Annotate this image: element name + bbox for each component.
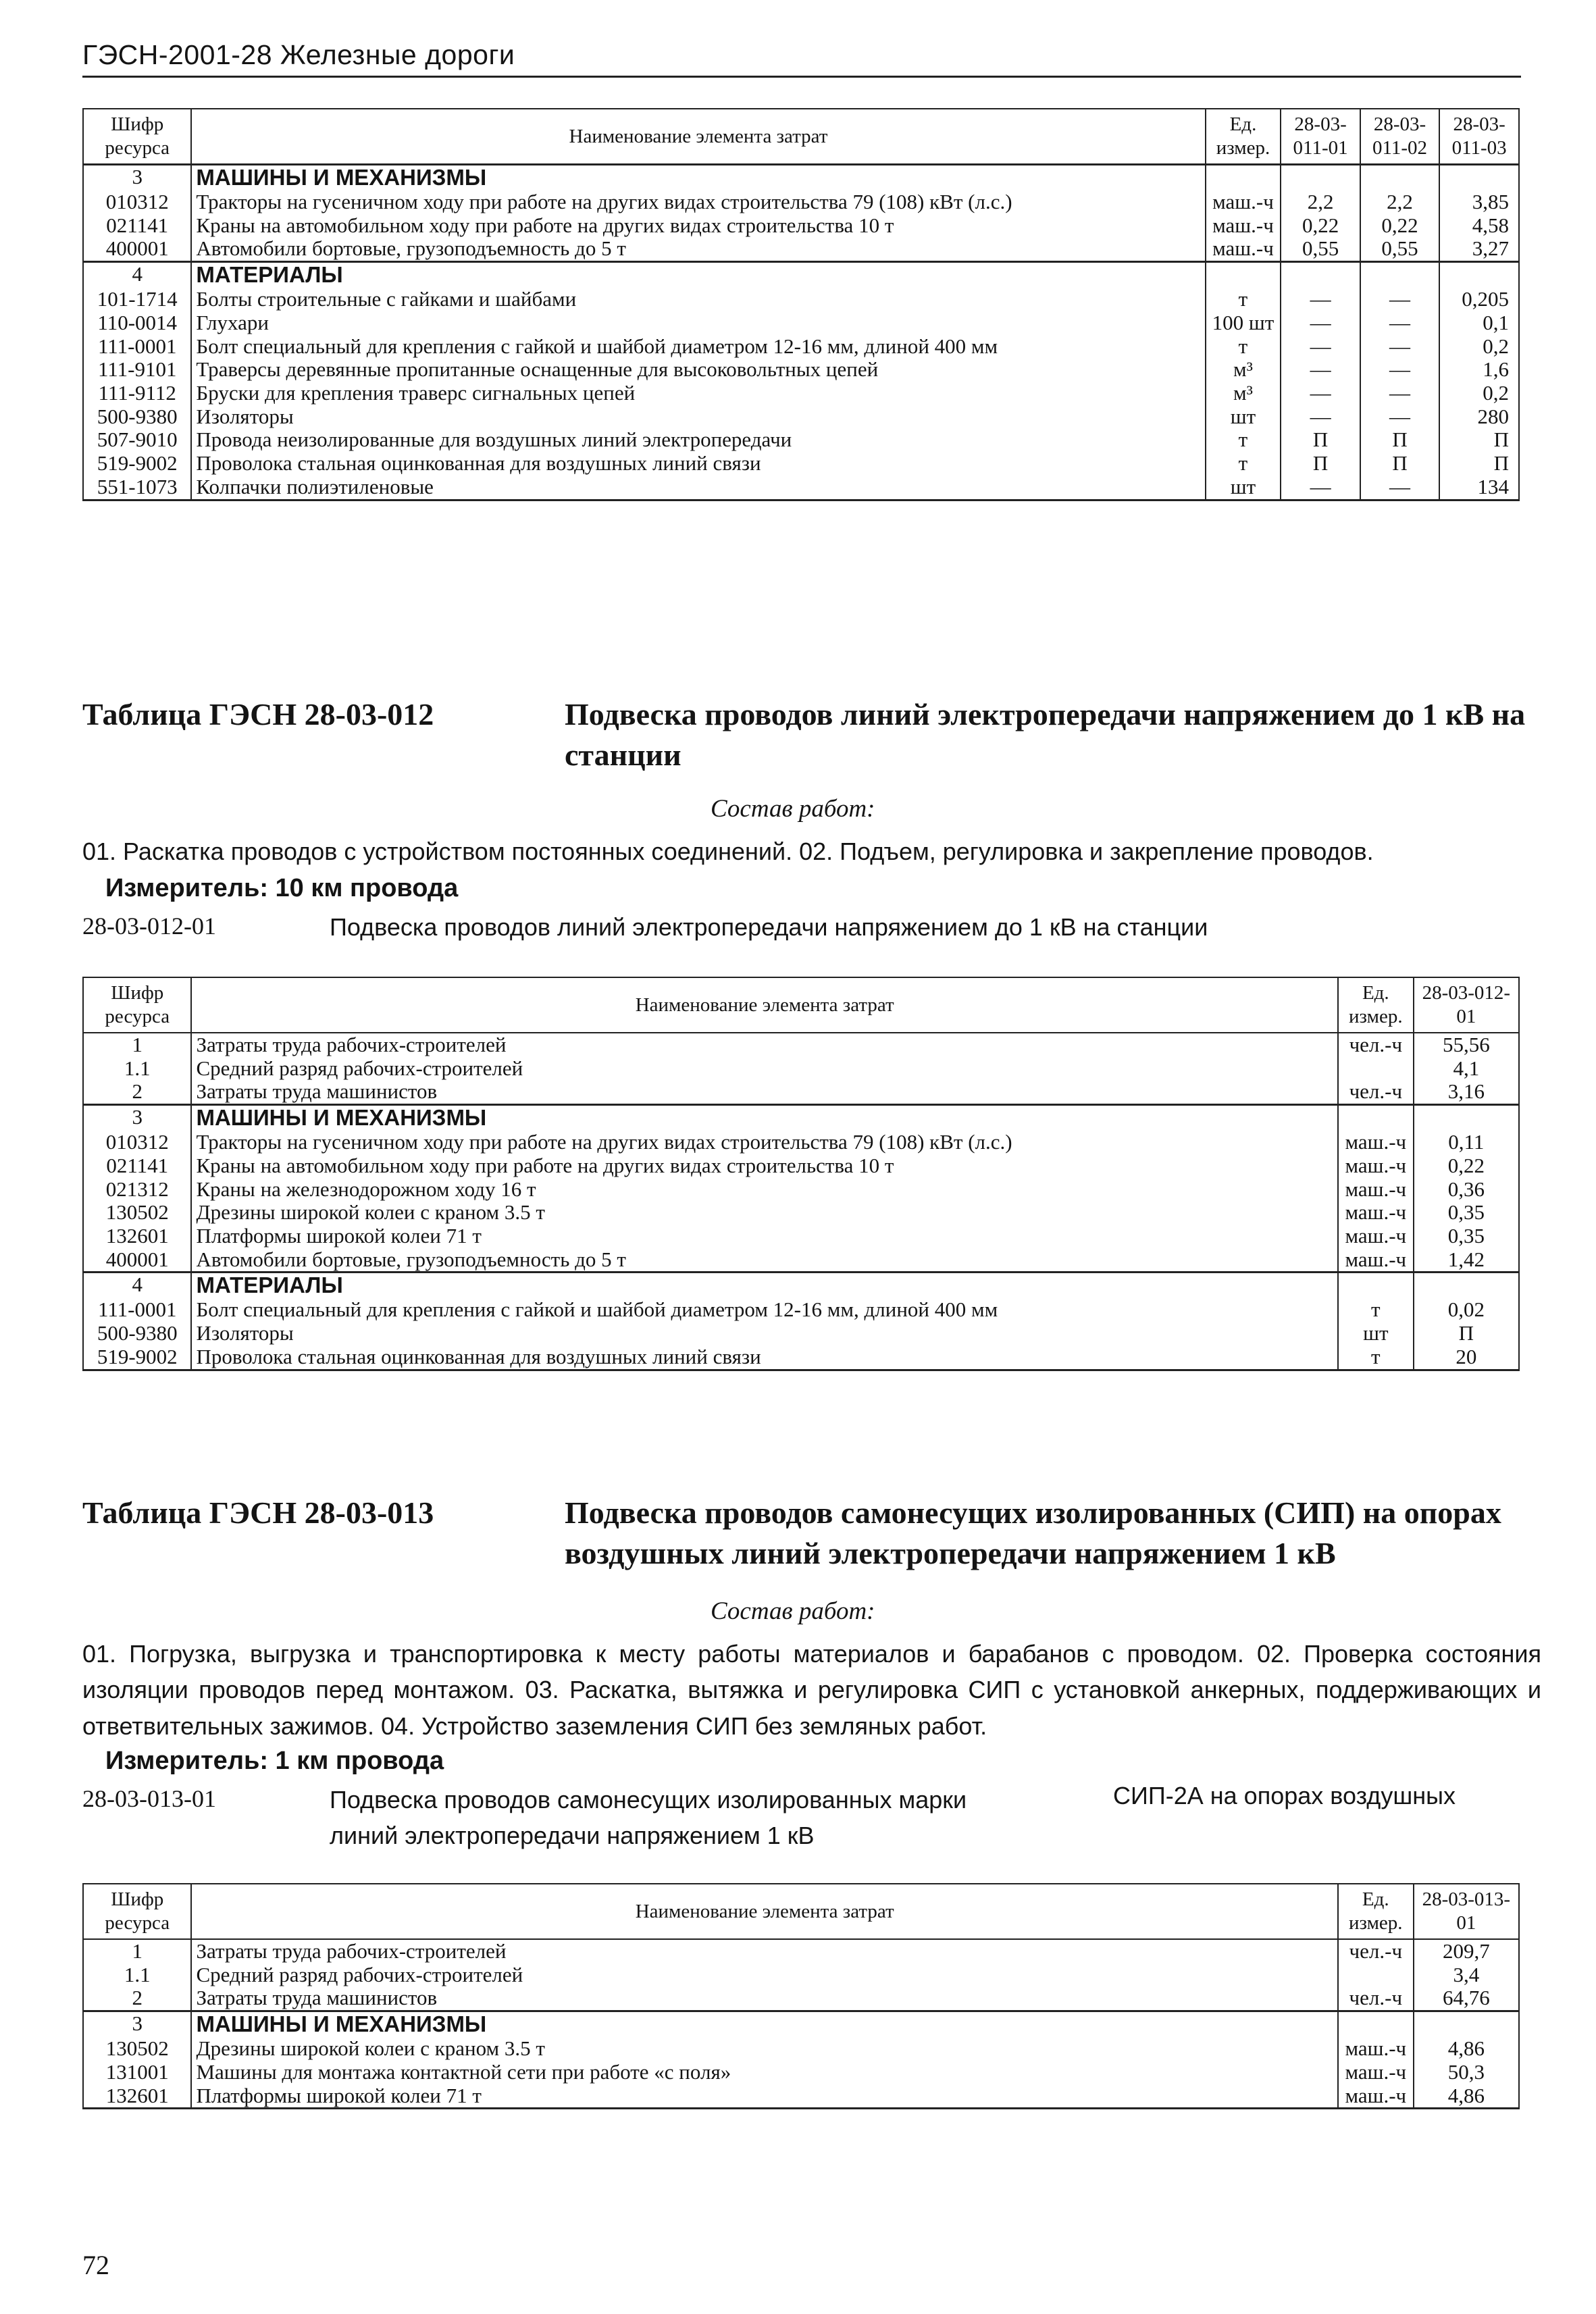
cost-element-name: Автомобили бортовые, грузоподъемность до 5 т	[191, 237, 1205, 261]
norm-value: 4,86	[1414, 2037, 1519, 2061]
unit-of-measure: м³	[1206, 382, 1281, 405]
table-header-row	[83, 109, 1519, 165]
cost-element-name: Автомобили бортовые, грузоподъемность до 5 т	[191, 1248, 1337, 1272]
norm-value: П	[1439, 428, 1519, 452]
cost-element-name: Машины для монтажа контактной сети при работе «с поля»	[191, 2061, 1337, 2084]
composition-text: 01. Погрузка, выгрузка и транспортировка к месту работы материалов и барабанов с проводом. 02. Проверка состояния изоляции проводов перед монтажом. 03. Раскатка, вытяжка и регулировка СИП с установкой анкерных, поддерживающих и ответвительных зажимов. 04. Устройство заземления СИП без земляных работ.	[82, 1640, 1541, 1740]
cost-element-name: Проволока стальная оцинкованная для воздушных линий связи	[191, 452, 1205, 475]
composition-text: 01. Раскатка проводов с устройством постоянных соединений. 02. Подъем, регулировка и закрепление проводов.	[82, 838, 1374, 865]
unit-of-measure: т	[1206, 428, 1281, 452]
norm-value: 0,1	[1439, 311, 1519, 335]
resource-code: 500-9380	[83, 1322, 191, 1345]
unit-of-measure	[1338, 1963, 1414, 1987]
resource-code: 021312	[83, 1178, 191, 1202]
table-row	[83, 2011, 1519, 2037]
norm-value: —	[1360, 311, 1439, 335]
cost-element-name: Траверсы деревянные пропитанные оснащенные для высоковольтных цепей	[191, 358, 1205, 382]
resource-code: 3	[83, 1105, 191, 1131]
norm-value: 2,2	[1281, 190, 1360, 214]
norm-value: 1,42	[1414, 1248, 1519, 1272]
resource-code: 4	[83, 1272, 191, 1298]
cost-element-name: Тракторы на гусеничном ходу при работе на других видах строительства 79 (108) кВт (л.с.)	[191, 190, 1205, 214]
norm-value: 3,4	[1414, 1963, 1519, 1987]
norm-value: 0,36	[1414, 1178, 1519, 1202]
resource-code: 010312	[83, 1131, 191, 1154]
page-header-title: ГЭСН-2001-28 Железные дороги	[82, 39, 515, 70]
norm-value: 0,2	[1439, 382, 1519, 405]
table-row	[83, 288, 1519, 311]
norm-value: —	[1360, 358, 1439, 382]
column-header: Наименование элемента затрат	[191, 1884, 1337, 1939]
resource-code: 1.1	[83, 1057, 191, 1081]
norm-value: —	[1281, 405, 1360, 429]
resource-code: 132601	[83, 1225, 191, 1248]
unit-of-measure: маш.-ч	[1338, 1225, 1414, 1248]
item-code: 28-03-012-01	[82, 912, 216, 940]
table-row	[83, 262, 1519, 288]
unit-of-measure: м³	[1206, 358, 1281, 382]
cost-element-name: Проволока стальная оцинкованная для воздушных линий связи	[191, 1345, 1337, 1370]
resource-code: 111-0001	[83, 335, 191, 359]
unit-of-measure: чел.-ч	[1338, 1939, 1414, 1963]
column-header: Шифр ресурса	[83, 977, 191, 1033]
cost-element-name: Средний разряд рабочих-строителей	[191, 1963, 1337, 1987]
resource-code: 500-9380	[83, 405, 191, 429]
table-row	[83, 1963, 1519, 1987]
column-header: Шифр ресурса	[83, 109, 191, 165]
cost-element-name: Затраты труда рабочих-строителей	[191, 1939, 1337, 1963]
norm-value: 134	[1439, 475, 1519, 500]
norm-value: 4,1	[1414, 1057, 1519, 1081]
cost-element-name: Изоляторы	[191, 1322, 1337, 1345]
cost-element-name: Краны на автомобильном ходу при работе на других видах строительства 10 т	[191, 1154, 1337, 1178]
cost-element-name: Краны на автомобильном ходу при работе на других видах строительства 10 т	[191, 214, 1205, 238]
norm-value	[1414, 1272, 1519, 1298]
resource-table-28-03-013	[82, 1883, 1520, 2109]
column-header: Ед. измер.	[1338, 1884, 1414, 1939]
table-row	[83, 1105, 1519, 1131]
cost-element-name: Болт специальный для крепления с гайкой и шайбой диаметром 12-16 мм, длиной 400 мм	[191, 335, 1205, 359]
resource-code: 551-1073	[83, 475, 191, 500]
norm-value: 0,22	[1360, 214, 1439, 238]
norm-value: 20	[1414, 1345, 1519, 1370]
resource-code: 3	[83, 165, 191, 190]
table-row	[83, 1178, 1519, 1202]
unit-of-measure: маш.-ч	[1338, 2084, 1414, 2109]
resource-code: 010312	[83, 190, 191, 214]
table-row	[83, 1131, 1519, 1154]
unit-of-measure: т	[1338, 1298, 1414, 1322]
norm-value: 55,56	[1414, 1033, 1519, 1057]
item-description: Подвеска проводов самонесущих изолированных марки линий электропередачи напряжением 1 кВ	[330, 1786, 967, 1850]
cost-element-name: Болт специальный для крепления с гайкой и шайбой диаметром 12-16 мм, длиной 400 мм	[191, 1298, 1337, 1322]
table-row	[83, 2037, 1519, 2061]
unit-of-measure: маш.-ч	[1338, 1154, 1414, 1178]
norm-value	[1414, 2011, 1519, 2037]
unit-of-measure: т	[1206, 452, 1281, 475]
norm-value: 0,55	[1281, 237, 1360, 261]
norm-value: 3,27	[1439, 237, 1519, 261]
norm-value: —	[1360, 475, 1439, 500]
resource-code: 1	[83, 1939, 191, 1963]
cost-element-name: Затраты труда рабочих-строителей	[191, 1033, 1337, 1057]
norm-value: 64,76	[1414, 1986, 1519, 2011]
cost-element-name: Провода неизолированные для воздушных линий электропередачи	[191, 428, 1205, 452]
norm-value: —	[1281, 475, 1360, 500]
resource-code: 3	[83, 2011, 191, 2037]
unit-of-measure: т	[1206, 288, 1281, 311]
table-header-row	[83, 1884, 1519, 1939]
resource-table-28-03-012	[82, 977, 1520, 1371]
norm-value: —	[1360, 288, 1439, 311]
table-row	[83, 237, 1519, 261]
resource-table-28-03-011	[82, 108, 1520, 501]
norm-value: П	[1414, 1322, 1519, 1345]
norm-value: 0,22	[1414, 1154, 1519, 1178]
column-header: 28-03-012-01	[1414, 977, 1519, 1033]
cost-element-name: Затраты труда машинистов	[191, 1986, 1337, 2011]
norm-value: —	[1281, 358, 1360, 382]
table-row	[83, 214, 1519, 238]
norm-value	[1414, 1105, 1519, 1131]
cost-element-name: Глухари	[191, 311, 1205, 335]
cost-element-name: МАТЕРИАЛЫ	[191, 1272, 1337, 1298]
resource-code: 110-0014	[83, 311, 191, 335]
table-row	[83, 335, 1519, 359]
unit-of-measure: чел.-ч	[1338, 1986, 1414, 2011]
norm-value: —	[1360, 382, 1439, 405]
norm-value: 4,86	[1414, 2084, 1519, 2109]
unit-of-measure: маш.-ч	[1338, 1248, 1414, 1272]
norm-value	[1360, 165, 1439, 190]
column-header: 28-03-011-03	[1439, 109, 1519, 165]
table-row	[83, 1201, 1519, 1225]
cost-element-name: Болты строительные с гайками и шайбами	[191, 288, 1205, 311]
norm-value: 0,22	[1281, 214, 1360, 238]
cost-element-name: МАШИНЫ И МЕХАНИЗМЫ	[191, 1105, 1337, 1131]
unit-of-measure	[1338, 1272, 1414, 1298]
column-header: Ед. измер.	[1206, 109, 1281, 165]
cost-element-name: МАШИНЫ И МЕХАНИЗМЫ	[191, 165, 1205, 190]
cost-element-name: Бруски для крепления траверс сигнальных цепей	[191, 382, 1205, 405]
norm-value: 3,16	[1414, 1080, 1519, 1104]
norm-value: П	[1439, 452, 1519, 475]
resource-code: 132601	[83, 2084, 191, 2109]
composition-label: Состав работ:	[711, 1597, 875, 1625]
unit-of-measure: маш.-ч	[1338, 1131, 1414, 1154]
table-row	[83, 452, 1519, 475]
unit-of-measure: маш.-ч	[1206, 214, 1281, 238]
unit-of-measure: чел.-ч	[1338, 1033, 1414, 1057]
norm-value: 0,55	[1360, 237, 1439, 261]
unit-of-measure: т	[1338, 1345, 1414, 1370]
table-row	[83, 1225, 1519, 1248]
resource-code: 2	[83, 1080, 191, 1104]
unit-of-measure	[1206, 165, 1281, 190]
resource-code: 519-9002	[83, 452, 191, 475]
table-row	[83, 190, 1519, 214]
table-row	[83, 2084, 1519, 2109]
item-description: Подвеска проводов линий электропередачи напряжением до 1 кВ на станции	[330, 913, 1208, 941]
table-row	[83, 1939, 1519, 1963]
norm-value: 0,2	[1439, 335, 1519, 359]
norm-value: —	[1281, 288, 1360, 311]
norm-value: 0,02	[1414, 1298, 1519, 1322]
table-row	[83, 428, 1519, 452]
norm-value	[1439, 262, 1519, 288]
table-number: Таблица ГЭСН 28-03-012	[82, 697, 434, 731]
norm-value	[1439, 165, 1519, 190]
table-row	[83, 1057, 1519, 1081]
norm-value	[1281, 262, 1360, 288]
resource-code: 130502	[83, 1201, 191, 1225]
norm-value: 0,35	[1414, 1225, 1519, 1248]
table-row	[83, 311, 1519, 335]
table-header-row	[83, 977, 1519, 1033]
norm-value: 0,205	[1439, 288, 1519, 311]
resource-code: 1.1	[83, 1963, 191, 1987]
table-row	[83, 1345, 1519, 1370]
unit-of-measure: маш.-ч	[1338, 2037, 1414, 2061]
unit-of-measure: шт	[1206, 475, 1281, 500]
table-number: Таблица ГЭСН 28-03-013	[82, 1495, 434, 1530]
norm-value	[1360, 262, 1439, 288]
norm-value: —	[1360, 335, 1439, 359]
table-row	[83, 358, 1519, 382]
norm-value: 209,7	[1414, 1939, 1519, 1963]
unit-of-measure	[1338, 1057, 1414, 1081]
column-header: 28-03-013-01	[1414, 1884, 1519, 1939]
norm-value: 0,35	[1414, 1201, 1519, 1225]
composition-label: Состав работ:	[711, 795, 875, 823]
norm-value: —	[1360, 405, 1439, 429]
table-title: Подвеска проводов линий электропередачи напряжением до 1 кВ на станции	[565, 697, 1526, 772]
cost-element-name: Колпачки полиэтиленовые	[191, 475, 1205, 500]
resource-code: 111-0001	[83, 1298, 191, 1322]
norm-value	[1281, 165, 1360, 190]
table-row	[83, 1298, 1519, 1322]
resource-code: 507-9010	[83, 428, 191, 452]
unit-of-measure	[1338, 1105, 1414, 1131]
unit-of-measure	[1338, 2011, 1414, 2037]
column-header: Ед. измер.	[1338, 977, 1414, 1033]
unit-of-measure: 100 шт	[1206, 311, 1281, 335]
norm-value: 50,3	[1414, 2061, 1519, 2084]
unit-of-measure: чел.-ч	[1338, 1080, 1414, 1104]
norm-value: —	[1281, 382, 1360, 405]
unit-of-measure: маш.-ч	[1206, 237, 1281, 261]
norm-value: П	[1360, 428, 1439, 452]
cost-element-name: Тракторы на гусеничном ходу при работе на других видах строительства 79 (108) кВт (л.с.)	[191, 1131, 1337, 1154]
table-row	[83, 382, 1519, 405]
unit-of-measure	[1206, 262, 1281, 288]
unit-of-measure: маш.-ч	[1206, 190, 1281, 214]
table-row	[83, 1080, 1519, 1104]
norm-value: П	[1281, 452, 1360, 475]
resource-code: 021141	[83, 214, 191, 238]
resource-code: 101-1714	[83, 288, 191, 311]
cost-element-name: Краны на железнодорожном ходу 16 т	[191, 1178, 1337, 1202]
unit-of-measure: маш.-ч	[1338, 2061, 1414, 2084]
unit-of-measure: шт	[1338, 1322, 1414, 1345]
norm-value: 4,58	[1439, 214, 1519, 238]
cost-element-name: Средний разряд рабочих-строителей	[191, 1057, 1337, 1081]
resource-code: 021141	[83, 1154, 191, 1178]
table-row	[83, 2061, 1519, 2084]
cost-element-name: Платформы широкой колеи 71 т	[191, 2084, 1337, 2109]
norm-value: 280	[1439, 405, 1519, 429]
resource-code: 400001	[83, 237, 191, 261]
resource-code: 111-9101	[83, 358, 191, 382]
table-row	[83, 405, 1519, 429]
resource-code: 400001	[83, 1248, 191, 1272]
cost-element-name: Платформы широкой колеи 71 т	[191, 1225, 1337, 1248]
resource-code: 131001	[83, 2061, 191, 2084]
table-row	[83, 1322, 1519, 1345]
measure-unit: Измеритель: 1 км провода	[105, 1747, 444, 1775]
norm-value: 3,85	[1439, 190, 1519, 214]
column-header: 28-03-011-01	[1281, 109, 1360, 165]
unit-of-measure: маш.-ч	[1338, 1178, 1414, 1202]
resource-code: 519-9002	[83, 1345, 191, 1370]
header-rule	[82, 76, 1521, 78]
cost-element-name: МАТЕРИАЛЫ	[191, 262, 1205, 288]
norm-value: 2,2	[1360, 190, 1439, 214]
table-row	[83, 475, 1519, 500]
column-header: Наименование элемента затрат	[191, 109, 1205, 165]
page-number: 72	[82, 2250, 109, 2280]
item-code: 28-03-013-01	[82, 1785, 216, 1812]
table-row	[83, 1154, 1519, 1178]
resource-code: 1	[83, 1033, 191, 1057]
table-row	[83, 1272, 1519, 1298]
norm-value: 1,6	[1439, 358, 1519, 382]
table-row	[83, 1248, 1519, 1272]
norm-value: П	[1281, 428, 1360, 452]
norm-value: 0,11	[1414, 1131, 1519, 1154]
cost-element-name: Дрезины широкой колеи с краном 3.5 т	[191, 2037, 1337, 2061]
cost-element-name: МАШИНЫ И МЕХАНИЗМЫ	[191, 2011, 1337, 2037]
cost-element-name: Дрезины широкой колеи с краном 3.5 т	[191, 1201, 1337, 1225]
table-row	[83, 1986, 1519, 2011]
norm-value: —	[1281, 335, 1360, 359]
resource-code: 130502	[83, 2037, 191, 2061]
table-row	[83, 1033, 1519, 1057]
table-title: Подвеска проводов самонесущих изолированных (СИП) на опорах воздушных линий электропередачи напряжением 1 кВ	[565, 1495, 1501, 1570]
cost-element-name: Затраты труда машинистов	[191, 1080, 1337, 1104]
table-row	[83, 165, 1519, 190]
measure-unit: Измеритель: 10 км провода	[105, 874, 459, 902]
norm-value: П	[1360, 452, 1439, 475]
norm-value: —	[1281, 311, 1360, 335]
unit-of-measure: т	[1206, 335, 1281, 359]
column-header: Наименование элемента затрат	[191, 977, 1337, 1033]
resource-code: 4	[83, 262, 191, 288]
column-header: 28-03-011-02	[1360, 109, 1439, 165]
column-header: Шифр ресурса	[83, 1884, 191, 1939]
cost-element-name: Изоляторы	[191, 405, 1205, 429]
resource-code: 111-9112	[83, 382, 191, 405]
unit-of-measure: шт	[1206, 405, 1281, 429]
item-description-right: СИП-2А на опорах воздушных	[1113, 1782, 1456, 1809]
unit-of-measure: маш.-ч	[1338, 1201, 1414, 1225]
resource-code: 2	[83, 1986, 191, 2011]
